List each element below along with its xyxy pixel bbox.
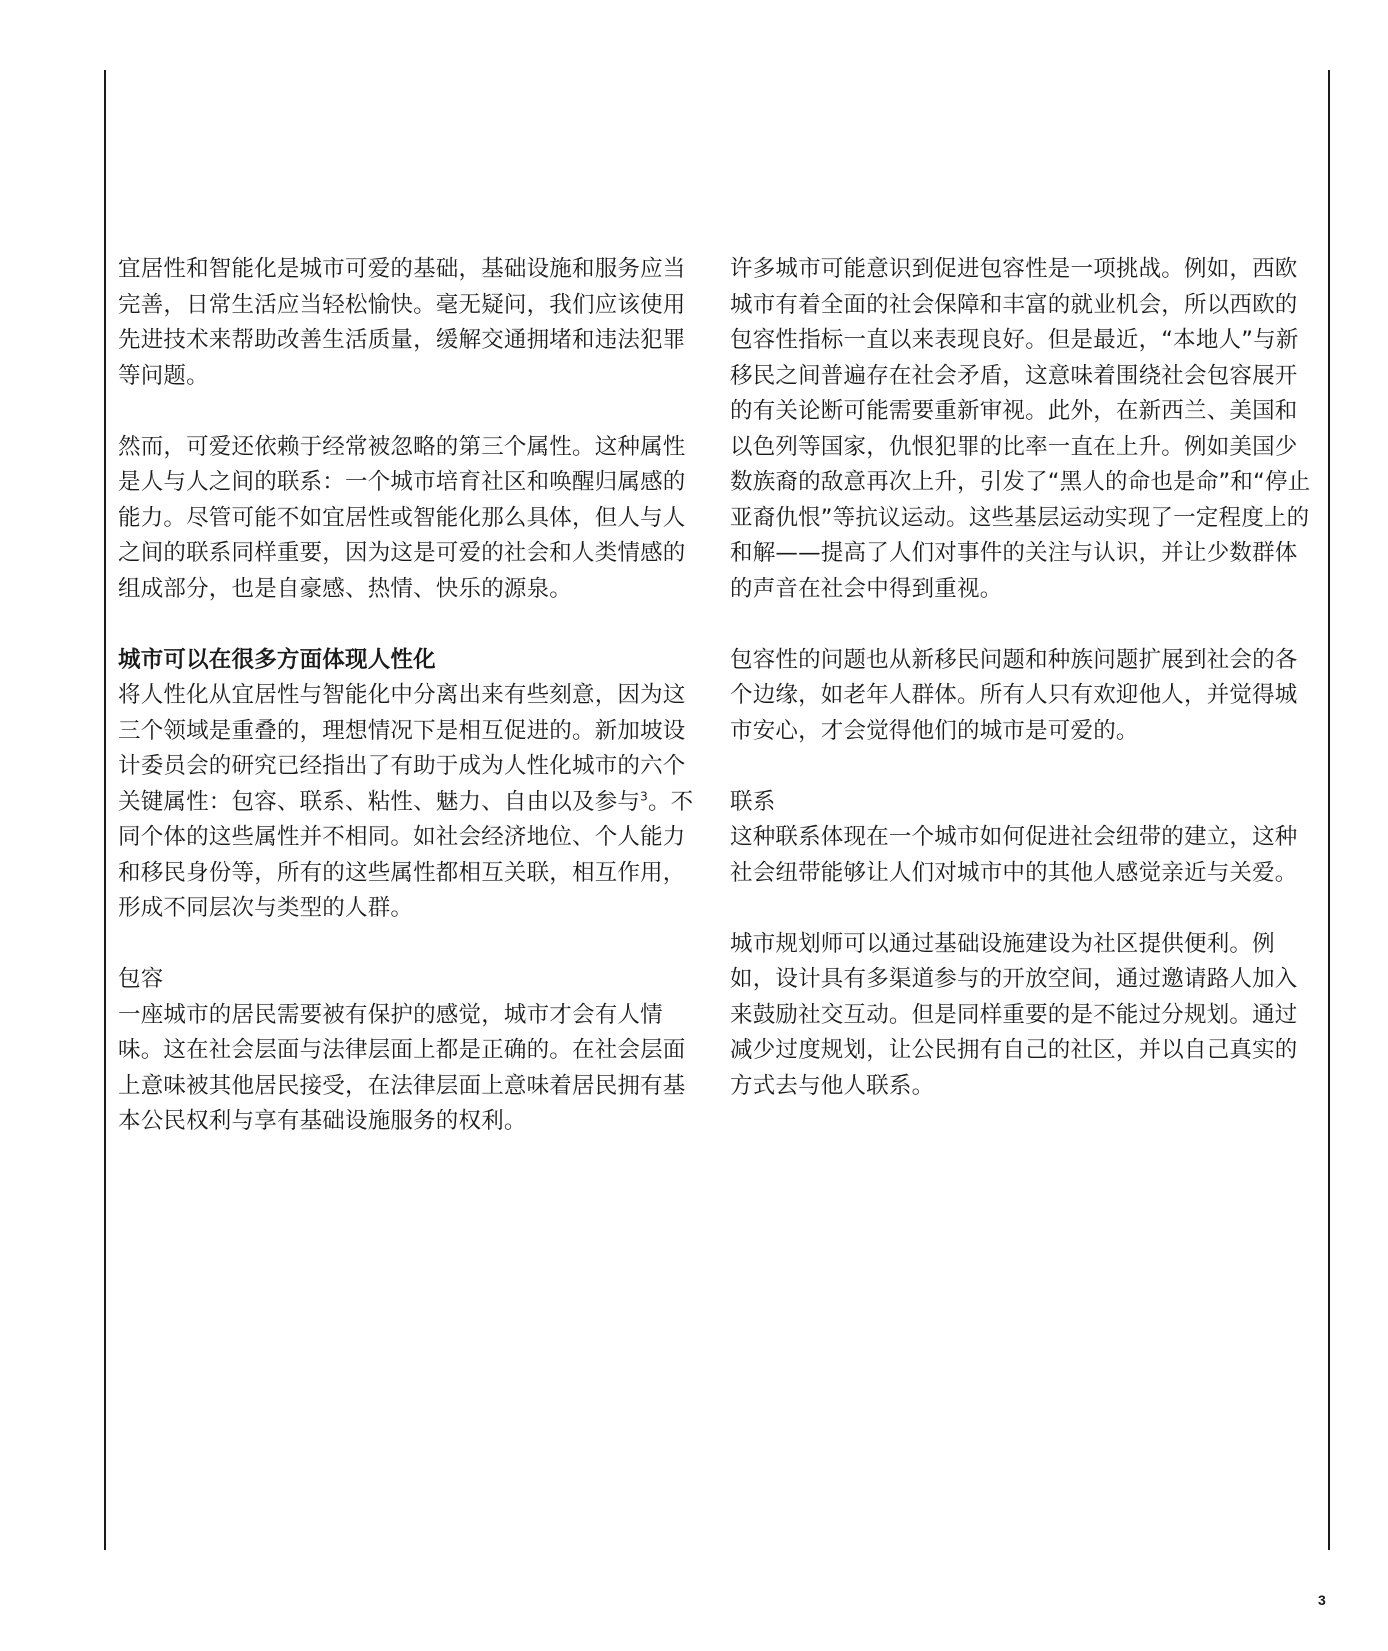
left-text-column (118, 252, 708, 1175)
right-text-column (730, 252, 1320, 1140)
left-margin-rule (104, 70, 106, 1550)
left-paragraph-3-text-b: 。不同个体的这些属性并不相同。如社会经济地位、个人能力和移民身份等，所有的这些属性都相互关联，相互作用，形成不同层次与类型的人群。 (118, 788, 694, 921)
section-heading: 城市可以在很多方面体现人性化 (118, 646, 436, 673)
footnote-marker: 3 (640, 789, 648, 803)
left-paragraph-4: 一座城市的居民需要被有保护的感觉，城市才会有人情味。这在社会层面与法律层面上都是正确的。在社会层面上意味被其他居民接受，在法律层面上意味着居民拥有基本公民权利与享有基础设施服务的权利。 (118, 1001, 686, 1134)
left-paragraph-3 (118, 678, 708, 927)
right-margin-rule (1328, 70, 1330, 1550)
right-paragraph-1: 许多城市可能意识到促进包容性是一项挑战。例如，西欧城市有着全面的社会保障和丰富的就业机会，所以西欧的包容性指标一直以来表现良好。但是最近，“本地人”与新移民之间普遍存在社会矛盾，这意味着围绕社会包容展开的有关论断可能需要重新审视。此外，在新西兰、美国和以色列等国家，仇恨犯罪的比率一直在上升。例如美国少数族裔的敌意再次上升，引发了“黑人的命也是命”和“停止亚裔仇恨”等抗议运动。这些基层运动实现了一定程度上的和解——提高了人们对事件的关注与认识，并让少数群体的声音在社会中得到重视。 (730, 256, 1311, 602)
left-paragraph-2: 然而，可爱还依赖于经常被忽略的第三个属性。这种属性是人与人之间的联系：一个城市培育社区和唤醒归属感的能力。尽管可能不如宜居性或智能化那么具体，但人与人之间的联系同样重要，因为这是可爱的社会和人类情感的组成部分，也是自豪感、热情、快乐的源泉。 (118, 433, 686, 602)
page-number: 3 (1318, 1592, 1326, 1608)
left-paragraph-1: 宜居性和智能化是城市可爱的基础，基础设施和服务应当完善，日常生活应当轻松愉快。毫无疑问，我们应该使用先进技术来帮助改善生活质量，缓解交通拥堵和违法犯罪等问题。 (118, 256, 686, 389)
left-paragraph-3-text-a: 将人性化从宜居性与智能化中分离出来有些刻意，因为这三个领域是重叠的，理想情况下是相互促进的。新加坡设计委员会的研究已经指出了有助于成为人性化城市的六个关键属性：包容、联系、粘性、魅力、自由以及参与 (118, 682, 686, 815)
right-paragraph-4: 城市规划师可以通过基础设施建设为社区提供便利。例如，设计具有多渠道参与的开放空间，通过邀请路人加入来鼓励社交互动。但是同样重要的是不能过分规划。通过减少过度规划，让公民拥有自己的社区，并以自己真实的方式去与他人联系。 (730, 930, 1298, 1099)
right-paragraph-3: 这种联系体现在一个城市如何促进社会纽带的建立，这种社会纽带能够让人们对城市中的其他人感觉亲近与关爱。 (730, 824, 1298, 886)
subheading-connection: 联系 (730, 788, 776, 815)
right-paragraph-2: 包容性的问题也从新移民问题和种族问题扩展到社会的各个边缘，如老年人群体。所有人只有欢迎他人，并觉得城市安心，才会觉得他们的城市是可爱的。 (730, 646, 1298, 744)
subheading-inclusion: 包容 (118, 966, 164, 992)
